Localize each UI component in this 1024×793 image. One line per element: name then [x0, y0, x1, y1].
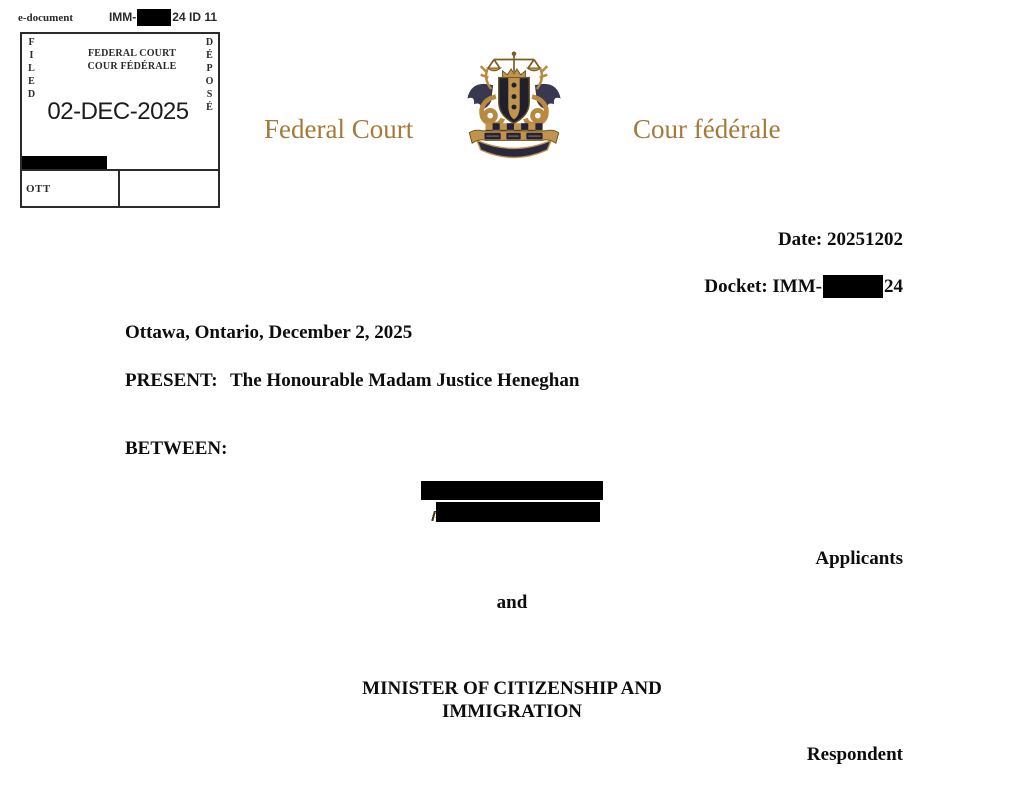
redaction-stamp-bar: [22, 156, 107, 169]
stamp-court-name-fr: COUR FÉDÉRALE: [87, 61, 177, 72]
stamp-court-name: [22, 47, 218, 73]
presiding-judge: The Honourable Madam Justice Heneghan: [230, 370, 580, 391]
partial-letter-fragment: [430, 511, 437, 521]
redaction-applicant-name-2: [436, 502, 600, 522]
redaction-applicant-name-2-wrap: [436, 502, 600, 522]
stamp-filing-date: 02-DEC-2025: [47, 98, 189, 125]
edocument-docket-number: [109, 9, 217, 24]
coat-of-arms-graphic: [459, 49, 569, 167]
stamp-empty-cell: [120, 171, 218, 206]
redaction-applicant-name-1: [421, 481, 603, 500]
document-date: Date: 20251202: [777, 229, 903, 250]
filing-stamp-footer: [20, 171, 220, 208]
and-separator: and: [496, 592, 528, 613]
edocument-docket-suffix: 24 ID 11: [172, 9, 217, 24]
between-label: BETWEEN:: [125, 438, 228, 459]
stamp-depose-label: DÉPOSÉ: [204, 37, 215, 115]
presiding-line: [125, 370, 579, 392]
edocument-docket-prefix: IMM-: [108, 9, 137, 24]
stamp-registry-office: OTT: [22, 171, 120, 206]
place-and-date-line: Ottawa, Ontario, December 2, 2025: [125, 322, 413, 343]
docket-suffix: 24: [884, 275, 903, 297]
filing-stamp-box: [20, 32, 220, 171]
stamp-court-name-en: FEDERAL COURT: [87, 48, 177, 59]
edocument-header: [18, 9, 217, 24]
edocument-label: e-document: [18, 12, 73, 24]
respondent-name: [0, 677, 1024, 723]
redaction-header-docket: [137, 9, 171, 26]
stamp-filed-label: FILED: [26, 37, 37, 102]
redaction-docket-number: [823, 275, 883, 298]
present-label: PRESENT:: [125, 370, 218, 391]
federal-court-coat-of-arms-icon: [459, 49, 569, 167]
court-title-fr: Cour fédérale: [633, 114, 781, 144]
court-title-en: Federal Court: [264, 114, 414, 144]
respondent-name-line2: IMMIGRATION: [441, 701, 583, 722]
filing-stamp: [20, 32, 220, 208]
document-docket: [704, 275, 903, 298]
applicant-names-redacted: [0, 481, 1024, 522]
respondent-name-line1: MINISTER OF CITIZENSHIP AND: [362, 678, 662, 699]
docket-prefix: Docket: IMM-: [704, 275, 822, 297]
applicants-label: Applicants: [815, 548, 903, 569]
respondent-label: Respondent: [806, 744, 903, 765]
